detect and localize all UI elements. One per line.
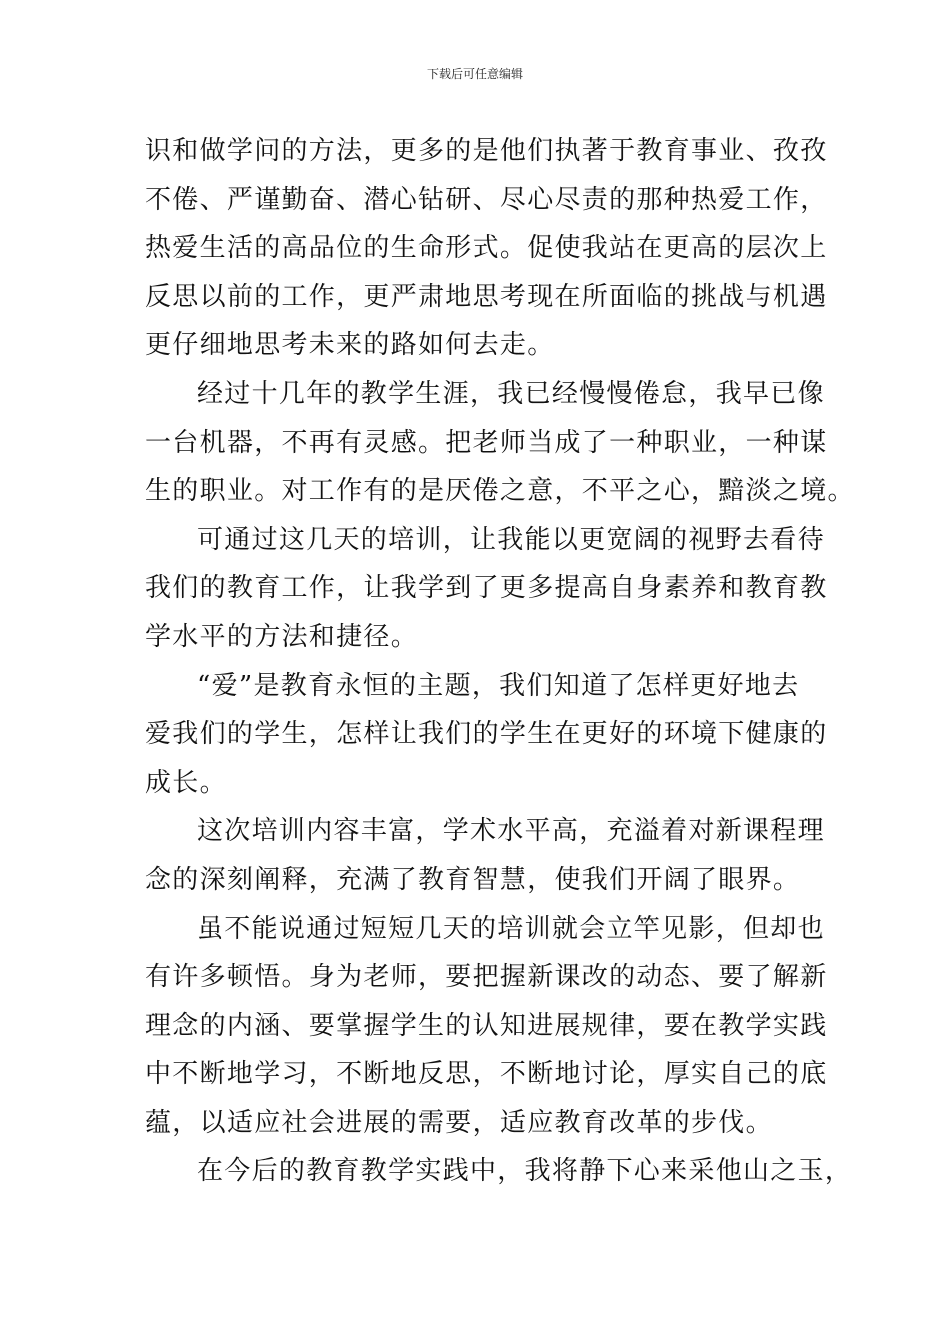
- text-line: 反思以前的工作，更严肃地思考现在所面临的挑战与机遇: [145, 281, 828, 312]
- text-line: 成长。: [145, 767, 227, 798]
- text-line: 更仔细地思考未来的路如何去走。: [145, 330, 555, 361]
- text-line: 这次培训内容丰富，学术水平高，充溢着对新课程理: [197, 816, 825, 847]
- text-line: 一台机器，不再有灵感。把老师当成了一种职业，一种谋: [145, 427, 828, 458]
- document-body: [145, 127, 855, 1196]
- text-line: 爱我们的学生，怎样让我们的学生在更好的环境下健康的: [145, 719, 828, 750]
- text-line: 热爱生活的高品位的生命形式。促使我站在更高的层次上: [145, 233, 828, 264]
- text-line: 在今后的教育教学实践中，我将静下心来采他山之玉，: [197, 1156, 853, 1187]
- page-header: [0, 66, 950, 82]
- text-line: 学水平的方法和捷径。: [145, 621, 419, 652]
- text-line: 念的深刻阐释，充满了教育智慧，使我们开阔了眼界。: [145, 864, 801, 895]
- text-line: 经过十几年的教学生涯，我已经慢慢倦怠，我早已像: [197, 378, 825, 409]
- text-line: 中不断地学习，不断地反思，不断地讨论，厚实自己的底: [145, 1059, 828, 1090]
- text-line: 理念的内涵、要掌握学生的认知进展规律，要在教学实践: [145, 1010, 828, 1041]
- text-line: 识和做学问的方法，更多的是他们执著于教育事业、孜孜: [145, 136, 828, 166]
- text-line: 可通过这几天的培训，让我能以更宽阔的视野去看待: [197, 524, 825, 555]
- text-line: 不倦、严谨勤奋、潜心钻研、尽心尽责的那种热爱工作，: [145, 184, 828, 215]
- text-line: 蕴，以适应社会进展的需要，适应教育改革的步伐。: [145, 1107, 773, 1138]
- text-line: 虽不能说通过短短几天的培训就会立竿见影，但却也: [197, 913, 825, 944]
- text-line: 我们的教育工作，让我学到了更多提高自身素养和教育教: [145, 573, 828, 604]
- text-line: 生的职业。对工作有的是厌倦之意，不平之心，黯淡之境。: [145, 476, 855, 507]
- text-line: 有许多顿悟。身为老师，要把握新课改的动态、要了解新: [145, 962, 828, 993]
- header-text: 下载后可任意编辑: [426, 67, 523, 81]
- text-line: “爱”是教育永恒的主题，我们知道了怎样更好地去: [197, 670, 800, 701]
